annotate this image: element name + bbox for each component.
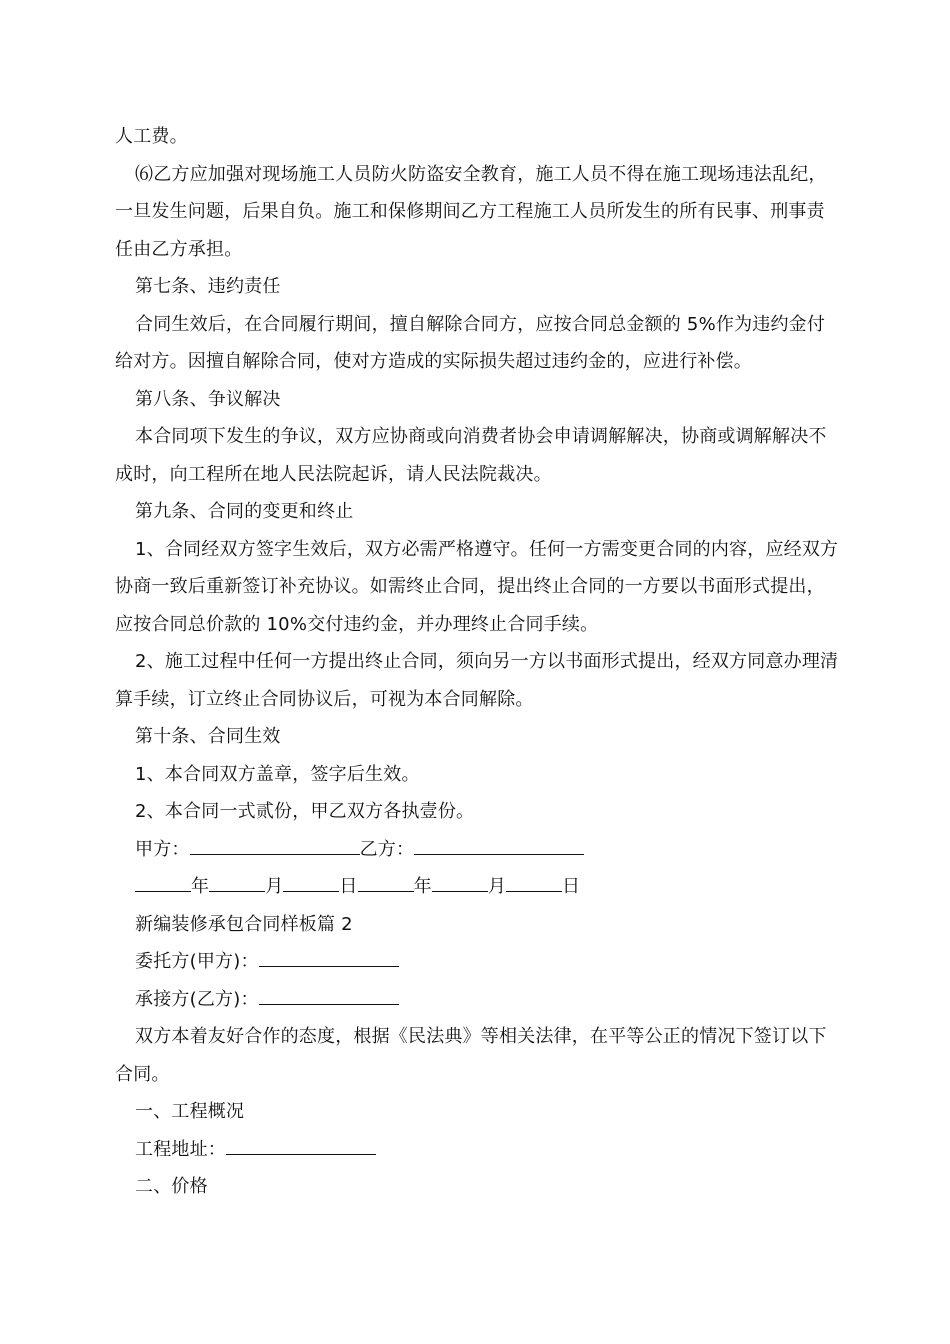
address-blank [226,1140,376,1155]
signature-line [115,831,840,869]
paragraph-effect-2: 2、本合同一式贰份，甲乙双方各执壹份。 [135,801,475,822]
client-blank [259,952,399,967]
client-line [115,943,840,981]
date-blank [432,877,488,892]
heading-project-overview: 一、工程概况 [135,1101,245,1122]
party-b-blank [414,840,584,855]
date-blank [135,877,191,892]
contractor-blank [259,990,399,1005]
date-blank [283,877,339,892]
month-label: 月 [487,876,507,897]
date-line [115,868,840,906]
paragraph-labor-cost: 人工费。 [115,126,188,147]
paragraph-dispute: 本合同项下发生的争议，双方应协商或向消费者协会申请调解解决，协商或调解解决不成时，向工程所在地人民法院起诉，请人民法院裁决。 [115,426,827,485]
paragraph-breach: 合同生效后，在合同履行期间，擅自解除合同方，应按合同总金额的 5%作为违约金付给对方。因擅自解除合同，使对方造成的实际损失超过违约金的，应进行补偿。 [115,313,826,372]
party-a-label: 甲方： [135,838,190,860]
document-body [115,118,840,1206]
date-blank [209,877,265,892]
year-label: 年 [191,876,210,897]
month-label: 月 [265,876,284,897]
date-blank [358,877,414,892]
day-label: 日 [562,876,581,897]
address-line [115,1131,840,1169]
paragraph-change-1: 1、合同经双方签字生效后，双方必需严格遵守。任何一方需变更合同的内容，应经双方协商一致后重新签订补充协议。如需终止合同，提出终止合同的一方要以书面形式提出，应按合同总价款的 10%交付违约金，并办理终止合同手续。 [115,538,839,635]
date-blank [506,877,562,892]
contractor-label: 承接方(乙方)： [135,988,259,1010]
heading-article-9: 第九条、合同的变更和终止 [135,501,354,522]
heading-article-10: 第十条、合同生效 [135,726,281,747]
paragraph-effect-1: 1、本合同双方盖章，签字后生效。 [135,763,420,785]
paragraph-change-2: 2、施工过程中任何一方提出终止合同，须向另一方以书面形式提出，经双方同意办理清算手续，订立终止合同协议后，可视为本合同解除。 [115,651,839,710]
party-b-label: 乙方： [359,838,415,860]
section2-title: 新编装修承包合同样板篇 2 [135,913,353,935]
party-a-blank [190,840,360,855]
day-label: 日 [339,876,358,897]
year-label: 年 [413,876,432,897]
heading-price: 二、价格 [135,1176,208,1197]
address-label: 工程地址： [135,1138,226,1160]
heading-article-7: 第七条、违约责任 [135,276,281,297]
paragraph-fire-safety: ⑹乙方应加强对现场施工人员防火防盗安全教育，施工人员不得在施工现场违法乱纪，一旦发生问题，后果自负。施工和保修期间乙方工程施工人员所发生的所有民事、刑事责任由乙方承担。 [115,163,827,260]
client-label: 委托方(甲方)： [135,951,259,972]
paragraph-intro: 双方本着友好合作的态度，根据《民法典》等相关法律，在平等公正的情况下签订以下合同。 [115,1026,827,1085]
contractor-line [115,981,840,1019]
heading-article-8: 第八条、争议解决 [135,388,281,410]
